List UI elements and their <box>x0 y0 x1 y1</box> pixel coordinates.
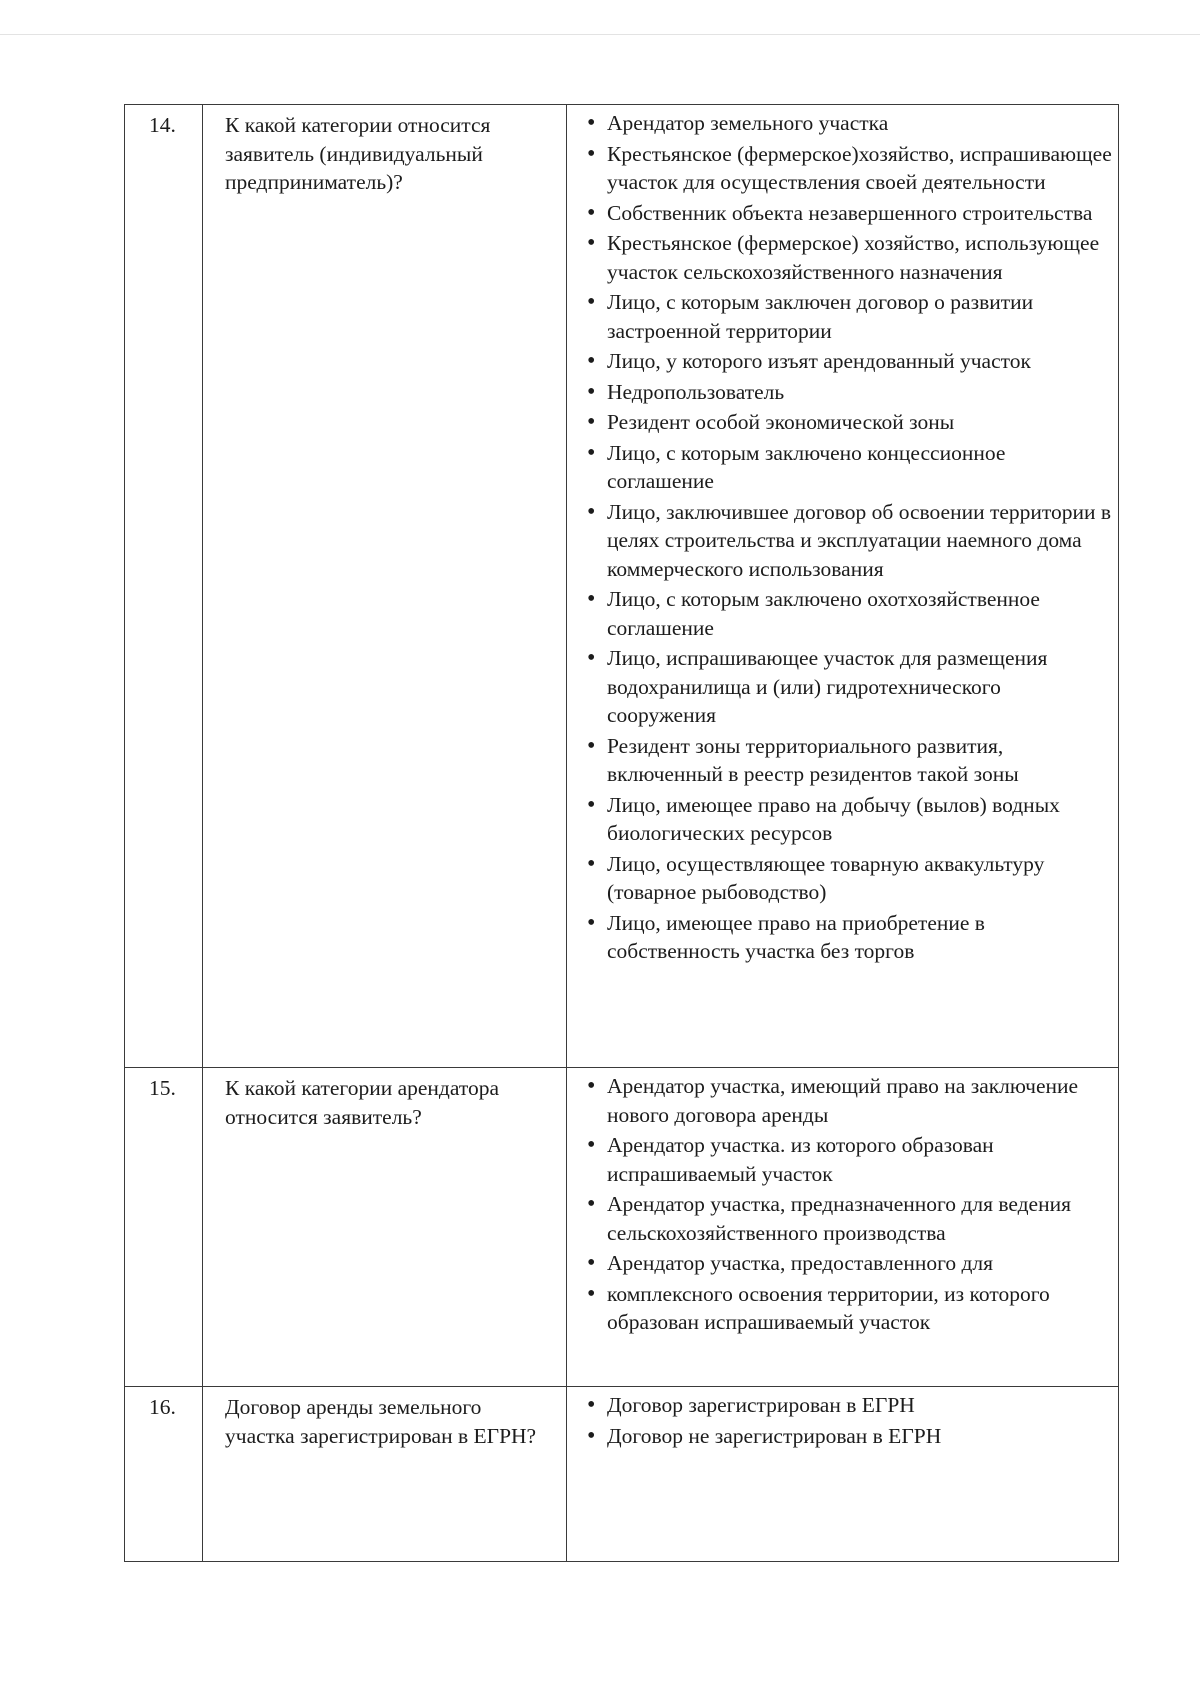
question-cell <box>203 105 567 1068</box>
answer-option: • Лицо, имеющее право на добычу (вылов) водных биологических ресурсов <box>585 791 1114 848</box>
question-cell <box>203 1068 567 1387</box>
answer-option: • Лицо, испрашивающее участок для размещения водохранилища и (или) гидротехнического сооружения <box>585 644 1114 730</box>
row-number: 14. <box>125 105 203 1068</box>
answer-option: • Договор не зарегистрирован в ЕГРН <box>585 1422 1114 1451</box>
answer-option: • Арендатор участка, предоставленного для <box>585 1249 1114 1278</box>
answer-option: • Договор зарегистрирован в ЕГРН <box>585 1391 1114 1420</box>
answer-option: • Арендатор земельного участка <box>585 109 1114 138</box>
answer-option: • Резидент зоны территориального развития, включенный в реестр резидентов такой зоны <box>585 732 1114 789</box>
answer-option: • Крестьянское (фермерское)хозяйство, испрашивающее участок для осуществления своей деятельности <box>585 140 1114 197</box>
answer-options-cell <box>567 1068 1119 1387</box>
answer-option: • Резидент особой экономической зоны <box>585 408 1114 437</box>
answer-option: • Лицо, осуществляющее товарную аквакультуру (товарное рыбоводство) <box>585 850 1114 907</box>
answer-options-cell <box>567 1387 1119 1562</box>
question-text: Договор аренды земельного участка зарегистрирован в ЕГРН? <box>225 1395 537 1448</box>
answer-option: • Арендатор участка, предназначенного для ведения сельскохозяйственного производства <box>585 1190 1114 1247</box>
answer-option: • Арендатор участка, имеющий право на заключение нового договора аренды <box>585 1072 1114 1129</box>
answer-option: • Арендатор участка. из которого образован испрашиваемый участок <box>585 1131 1114 1188</box>
answer-option: • Крестьянское (фермерское) хозяйство, использующее участок сельскохозяйственного назначения <box>585 229 1114 286</box>
answer-options-list <box>585 109 1114 966</box>
answer-option: • Лицо, имеющее право на приобретение в собственность участка без торгов <box>585 909 1114 966</box>
questionnaire-table <box>124 104 1119 1562</box>
answer-option: • Лицо, у которого изъят арендованный участок <box>585 347 1114 376</box>
scan-top-edge <box>0 34 1200 35</box>
row-number: 16. <box>125 1387 203 1562</box>
answer-option: • Недропользователь <box>585 378 1114 407</box>
answer-options-cell <box>567 105 1119 1068</box>
answer-option: • комплексного освоения территории, из которого образован испрашиваемый участок <box>585 1280 1114 1337</box>
row-number: 15. <box>125 1068 203 1387</box>
answer-options-list <box>585 1072 1114 1337</box>
answer-option: • Лицо, заключившее договор об освоении территории в целях строительства и эксплуатации наемного дома коммерческого использования <box>585 498 1114 584</box>
table-row <box>125 105 1119 1068</box>
question-cell <box>203 1387 567 1562</box>
table-row <box>125 1387 1119 1562</box>
answer-option: • Лицо, с которым заключен договор о развитии застроенной территории <box>585 288 1114 345</box>
answer-options-list <box>585 1391 1114 1450</box>
answer-option: • Собственник объекта незавершенного строительства <box>585 199 1114 228</box>
answer-option: • Лицо, с которым заключено охотхозяйственное соглашение <box>585 585 1114 642</box>
table-row <box>125 1068 1119 1387</box>
answer-option: • Лицо, с которым заключено концессионное соглашение <box>585 439 1114 496</box>
question-text: К какой категории арендатора относится заявитель? <box>225 1076 499 1129</box>
question-text: К какой категории относится заявитель (индивидуальный предприниматель)? <box>225 113 491 194</box>
